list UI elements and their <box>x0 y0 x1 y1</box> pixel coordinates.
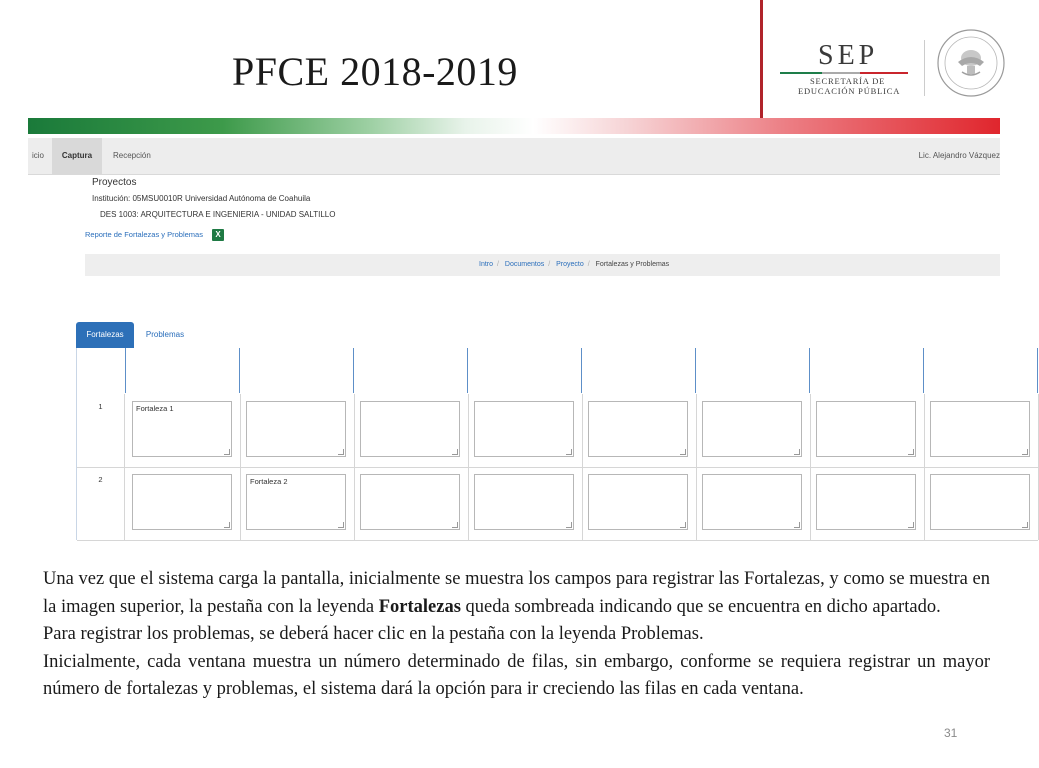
table-row <box>77 467 1038 541</box>
fortalezas-table <box>76 348 1028 540</box>
paragraph-1: Una vez que el sistema carga la pantalla, inicialmente se muestra los campos para registrar las Fortalezas, y como se muestra en la imagen superior, la pestaña con la leyenda Fortalezas queda sombreada indicando que se encuentra en dicho apartado. <box>43 569 990 617</box>
fortaleza-textarea[interactable] <box>816 474 916 530</box>
fortaleza-textarea[interactable] <box>360 401 460 457</box>
breadcrumb-intro[interactable]: Intro <box>479 261 494 268</box>
table-row <box>77 394 1038 468</box>
fortaleza-textarea[interactable] <box>360 474 460 530</box>
header-internacionalizacion: Internacionalización <box>582 348 696 393</box>
divider-line <box>760 0 763 118</box>
header-cobertura: Cobertura con equidad <box>126 348 240 393</box>
slide-title: PFCE 2018-2019 <box>232 49 518 94</box>
fortaleza-textarea[interactable] <box>246 401 346 457</box>
body-text <box>43 566 990 704</box>
nav-inicio[interactable]: icio <box>32 151 45 160</box>
breadcrumb-documentos[interactable]: Documentos <box>504 261 545 268</box>
header-prioridad: Prioridad <box>77 348 126 393</box>
fortaleza-textarea[interactable] <box>702 474 802 530</box>
header-programas: Programas de estudio flexibles e integrales <box>240 348 354 393</box>
breadcrumb-proyecto[interactable]: Proyecto <box>556 261 584 268</box>
projects-heading: Proyectos <box>92 177 137 188</box>
header-vinculacion: Vinculación Académica <box>696 348 810 393</box>
fortaleza-textarea[interactable] <box>474 474 574 530</box>
top-navbar <box>28 138 1000 175</box>
national-seal-icon <box>936 28 1006 98</box>
bold-fortalezas: Fortalezas <box>378 596 461 617</box>
fortaleza-textarea[interactable] <box>588 474 688 530</box>
fortaleza-textarea[interactable]: Fortaleza 1 <box>132 401 232 457</box>
header-ensenanzas: Enseñanzas pertinentes y en contextos reales <box>354 348 468 393</box>
priority-cell: 1 <box>77 394 125 467</box>
color-band <box>28 118 1000 134</box>
fortaleza-textarea[interactable] <box>930 474 1030 530</box>
fortaleza-textarea[interactable]: Fortaleza 2 <box>246 474 346 530</box>
nav-captura[interactable]: Captura <box>52 138 102 174</box>
fortaleza-textarea[interactable] <box>474 401 574 457</box>
priority-cell: 2 <box>77 467 125 540</box>
sep-logo-line2: EDUCACIÓN PÚBLICA <box>798 86 901 96</box>
paragraph-3: Inicialmente, cada ventana muestra un número determinado de filas, sin embargo, conforme se requiera registrar un mayor número de fortalezas y problemas, el sistema dará la opción para ir creciendo las filas en cada ventana. <box>43 651 990 699</box>
breadcrumb: Intro / Documentos / Proyecto / Fortalezas y Problemas <box>85 254 1000 276</box>
report-link[interactable]: Reporte de Fortalezas y Problemas <box>85 230 203 239</box>
sep-logo-line1: SECRETARÍA DE <box>810 76 886 86</box>
tab-problemas[interactable]: Problemas <box>145 330 185 339</box>
breadcrumb-current: Fortalezas y Problemas <box>595 261 670 268</box>
institution-label: Institución: 05MSU0010R Universidad Autónoma de Coahuila <box>92 194 311 203</box>
paragraph-2: Para registrar los problemas, se deberá hacer clic en la pestaña con la leyenda Problemas. <box>43 624 704 644</box>
fortaleza-textarea[interactable] <box>702 401 802 457</box>
sep-logo <box>780 40 908 100</box>
header-capacidad: Capacidad Académica <box>810 348 924 393</box>
fortaleza-textarea[interactable] <box>588 401 688 457</box>
header-competitividad: Competitividad Académica <box>924 348 1038 393</box>
nav-user-menu[interactable]: Lic. Alejandro Vázquez <box>918 151 1000 160</box>
header-tic: Uso de las Tecnologías de la Información y Comunicación <box>468 348 582 393</box>
tab-fortalezas[interactable]: Fortalezas <box>76 322 134 348</box>
logo-divider <box>924 40 925 96</box>
app-screenshot <box>28 138 1028 542</box>
fortaleza-textarea[interactable] <box>930 401 1030 457</box>
fortaleza-textarea[interactable] <box>132 474 232 530</box>
sep-logo-letters: SEP <box>818 40 879 71</box>
page-number: 31 <box>944 726 958 740</box>
des-label: DES 1003: ARQUITECTURA E INGENIERIA - UNIDAD SALTILLO <box>100 210 336 219</box>
nav-recepcion[interactable]: Recepción <box>113 151 151 160</box>
fortaleza-textarea[interactable] <box>816 401 916 457</box>
excel-icon[interactable]: X <box>212 229 224 241</box>
